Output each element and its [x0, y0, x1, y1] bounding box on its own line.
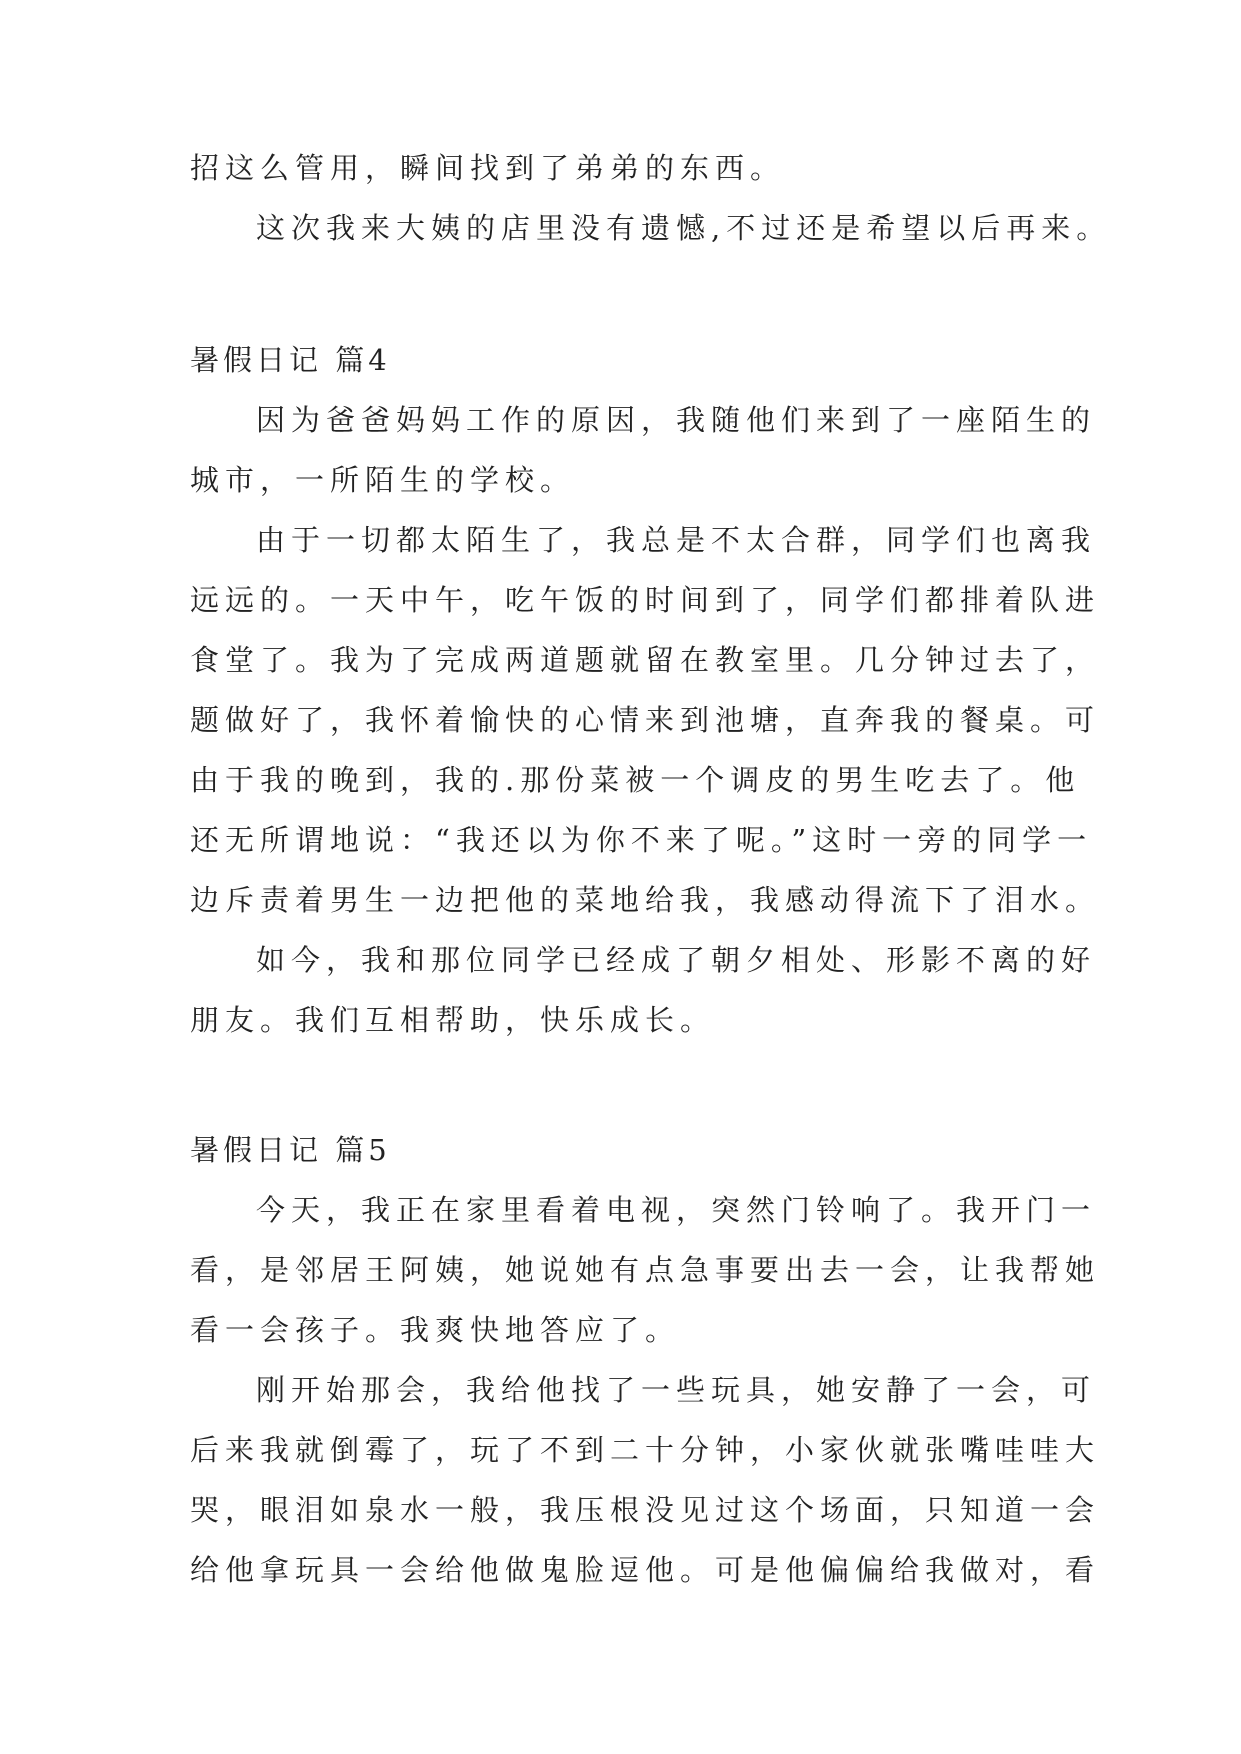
text-line: 因为爸爸妈妈工作的原因，我随他们来到了一座陌生的: [256, 403, 1097, 437]
text-line: 城市，一所陌生的学校。: [190, 463, 576, 497]
text-line: 哭，眼泪如泉水一般，我压根没见过这个场面，只知道一会: [190, 1493, 1101, 1527]
text-line: 题做好了，我怀着愉快的心情来到池塘，直奔我的餐桌。可: [190, 703, 1101, 737]
text-line: 刚开始那会，我给他找了一些玩具，她安静了一会，可: [256, 1373, 1097, 1407]
section-heading: 暑假日记 篇5: [190, 1133, 391, 1167]
section-heading: 暑假日记 篇4: [190, 343, 391, 377]
text-line: 远远的。一天中午，吃午饭的时间到了，同学们都排着队进: [190, 583, 1101, 617]
text-line: 还无所谓地说：“我还以为你不来了呢。”这时一旁的同学一: [190, 823, 1093, 857]
text-line: 今天，我正在家里看着电视，突然门铃响了。我开门一: [256, 1193, 1097, 1227]
text-line: 由于一切都太陌生了，我总是不太合群，同学们也离我: [256, 523, 1097, 557]
text-line: 后来我就倒霉了，玩了不到二十分钟，小家伙就张嘴哇哇大: [190, 1433, 1101, 1467]
text-line: 边斥责着男生一边把他的菜地给我，我感动得流下了泪水。: [190, 883, 1101, 917]
text-line: 食堂了。我为了完成两道题就留在教室里。几分钟过去了，: [190, 643, 1101, 677]
text-line: 如今，我和那位同学已经成了朝夕相处、形影不离的好: [256, 943, 1097, 977]
text-line: 看一会孩子。我爽快地答应了。: [190, 1313, 681, 1347]
text-line: 这次我来大姨的店里没有遗憾,不过还是希望以后再来。: [256, 211, 1112, 245]
text-line: 看，是邻居王阿姨，她说她有点急事要出去一会，让我帮她: [190, 1253, 1101, 1287]
text-line: 由于我的晚到，我的.那份菜被一个调皮的男生吃去了。他: [190, 763, 1081, 797]
text-line: 给他拿玩具一会给他做鬼脸逗他。可是他偏偏给我做对，看: [190, 1553, 1101, 1587]
text-line: 朋友。我们互相帮助，快乐成长。: [190, 1003, 716, 1037]
text-line: 招这么管用，瞬间找到了弟弟的东西。: [190, 151, 786, 185]
